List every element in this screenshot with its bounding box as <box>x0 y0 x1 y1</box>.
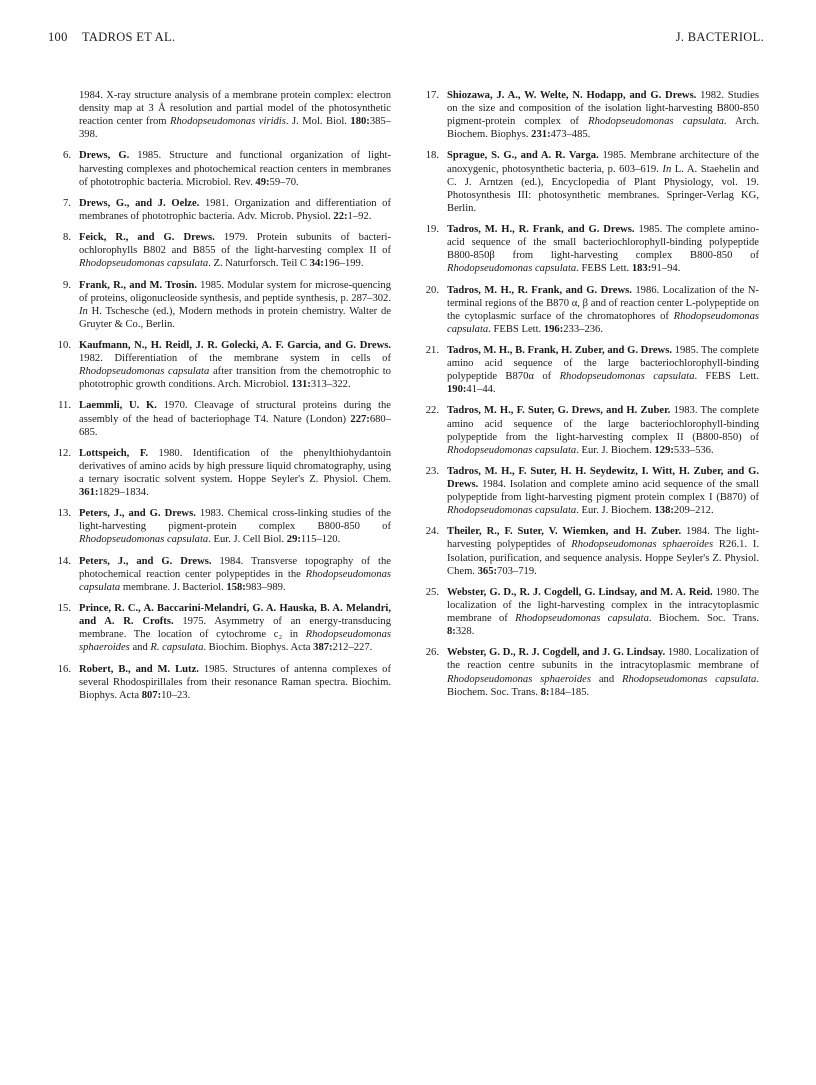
reference-text: 1986. Localization of the N-terminal regions of the B870 α, β and of reaction center L-polypeptide on the cytoplasmic surface of the chromatophores of <box>447 284 760 322</box>
reference-text: 1829–1834. <box>98 487 149 499</box>
reference-volume: 361: <box>79 487 99 499</box>
reference-text: 328. <box>455 626 475 638</box>
reference-text: . Arch. Biochem. Biophys. <box>447 116 759 141</box>
reference-italic-text: Rhodopseudomonas capsulata <box>621 673 757 685</box>
reference-entry <box>53 602 391 654</box>
reference-text: . Z. Naturforsch. Teil C <box>208 258 310 270</box>
reference-authors: Shiozawa, J. A., W. Welte, N. Hodapp, and G. Drews. <box>447 90 697 101</box>
reference-entry <box>53 447 391 499</box>
reference-text: 212–227. <box>332 642 373 654</box>
reference-number: 18. <box>425 150 439 162</box>
reference-authors: Tadros, M. H., F. Suter, H. H. Seydewitz, I. Witt, H. Zuber, and G. Drews. <box>447 465 759 490</box>
reference-authors: Tadros, M. H., B. Frank, H. Zuber, and G. Drews. <box>447 344 672 356</box>
reference-text: 10–23. <box>161 689 191 701</box>
reference-italic-text: Rhodopseudomonas viridis <box>170 116 286 128</box>
reference-entry <box>421 465 759 517</box>
reference-authors: Drews, G., and J. Oelze. <box>79 197 200 209</box>
reference-authors: Robert, B., and M. Lutz. <box>79 663 199 675</box>
reference-text: 1984. Isolation and complete amino acid sequence of the small polypeptide from light-harvesting pigment protein complex I (B870) of <box>447 479 759 504</box>
reference-entry <box>421 646 759 698</box>
page-number: 100 <box>48 30 68 44</box>
reference-entry <box>421 344 759 396</box>
reference-authors: Theiler, R., F. Suter, V. Wiemken, and H. Zuber. <box>447 526 682 538</box>
reference-number: 16. <box>57 663 71 675</box>
reference-text: 184–185. <box>549 686 590 698</box>
reference-text: 59–70. <box>269 176 299 188</box>
reference-text: 1984. The light-harvesting polypeptides of <box>447 526 759 551</box>
reference-text: . Eur. J. Biochem. <box>576 444 655 456</box>
reference-italic-text: Rhodopseudomonas sphaeroides <box>79 629 391 654</box>
reference-text: 1985. Structure and functional organization of light-harvesting complexes and photochemical reaction centers in membranes of phototrophic bacteria. Microbiol. Rev. <box>79 150 392 188</box>
reference-volume: 34: <box>309 258 324 270</box>
reference-italic-text: Rhodopseudomonas capsulata <box>447 263 577 275</box>
reference-text: 1975. Asymmetry of an energy-transducing membrane. The location of cytochrome c₂ in <box>79 616 391 641</box>
reference-entry <box>421 586 759 638</box>
reference-authors: Peters, J., and G. Drews. <box>79 555 212 567</box>
reference-authors: Sprague, S. G., and A. R. Varga. <box>447 150 599 162</box>
reference-text: 233–236. <box>563 323 603 335</box>
reference-text: after transition from the chemotrophic to phototrophic growth conditions. Arch. Microbiol. <box>79 366 391 391</box>
reference-number: 13. <box>57 508 71 520</box>
reference-authors: Prince, R. C., A. Baccarini-Melandri, G. A. Hauska, B. A. Melandri, and A. R. Crofts. <box>79 603 391 628</box>
reference-number: 21. <box>425 344 439 356</box>
reference-text: L. A. Staehelin and C. J. Arntzen (ed.), Encyclopedia of Plant Physiology, vol. 19. Photosynthesis III: photosynthetic membranes. Springer-Verlag KG, Berlin. <box>447 163 759 214</box>
reference-text: . Eur. J. Cell Biol. <box>208 534 287 546</box>
reference-text: 1983. Chemical cross-linking studies of the light-harvesting pigment-protein complex B800-850 of <box>79 508 391 533</box>
reference-volume: 365: <box>477 565 498 577</box>
reference-italic-text: Rhodopseudomonas capsulata <box>515 613 649 625</box>
reference-authors: Kaufmann, N., H. Reidl, J. R. Golecki, A. F. Garcia, and G. Drews. <box>79 339 391 351</box>
reference-text: 1982. Differentiation of the membrane system in cells of <box>79 353 391 365</box>
reference-entry <box>53 555 391 594</box>
reference-number: 15. <box>57 603 71 615</box>
reference-text: 1980. The localization of the light-harvesting complex in the intracytoplasmic membrane of <box>447 586 759 625</box>
reference-authors: Laemmli, U. K. <box>79 400 157 412</box>
reference-text: 680–685. <box>79 413 391 438</box>
reference-entry <box>421 223 759 275</box>
reference-text: 473–485. <box>550 129 591 141</box>
reference-entry <box>53 149 391 188</box>
reference-volume: 22: <box>333 210 348 222</box>
reference-text: 209–212. <box>673 505 714 517</box>
reference-volume: 49: <box>255 176 270 188</box>
reference-text: 1983. The complete amino acid sequence of the large bacteriochlorophyll-binding polypeptide from the light-harvesting complex II (B800-850) of <box>447 405 759 443</box>
reference-text: 385–398. <box>79 116 392 141</box>
reference-text: and <box>590 673 622 685</box>
reference-entry <box>421 525 759 577</box>
reference-number: 26. <box>425 647 439 659</box>
reference-text: 1981. Organization and differentiation of membranes of phototrophic bacteria. Adv. Microb. Physiol. <box>79 197 391 222</box>
reference-italic-text: Rhodopseudomonas capsulata <box>559 371 695 383</box>
reference-volume: 29: <box>286 534 301 546</box>
reference-volume: 387: <box>313 642 333 654</box>
reference-text: H. Tschesche (ed.), Modern methods in protein chemistry. Walter de Gruyter & Co., Berlin. <box>79 305 391 330</box>
reference-text: 41–44. <box>466 384 496 396</box>
reference-volume: 183: <box>631 263 652 275</box>
reference-text: 1–92. <box>347 210 372 222</box>
reference-volume: 8: <box>447 626 456 638</box>
reference-volume: 131: <box>291 379 311 391</box>
reference-authors: Drews, G. <box>79 150 130 162</box>
reference-entry <box>53 279 391 331</box>
reference-italic-text: Rhodopseudomonas capsulata <box>79 534 209 546</box>
reference-volume: 138: <box>654 505 674 517</box>
reference-text: 1970. Cleavage of structural proteins during the assembly of the head of bacteriophage T4. Nature (London) <box>79 400 391 425</box>
reference-number: 7. <box>63 197 71 209</box>
reference-text: . Biochim. Biophys. Acta <box>203 642 314 654</box>
reference-italic-text: Rhodopseudomonas capsulata <box>588 116 724 128</box>
reference-number: 14. <box>57 555 71 567</box>
reference-text: 1982. Studies on the size and composition of the isolation light-harvesting B800-850 pigment-protein complex of <box>447 90 759 128</box>
reference-italic-text: Rhodopseudomonas capsulata <box>447 444 577 456</box>
reference-text: . FEBS Lett. <box>576 263 632 275</box>
reference-volume: 227: <box>350 413 370 425</box>
reference-volume: 158: <box>226 581 246 593</box>
running-head-authors: TADROS ET AL. <box>82 30 176 44</box>
reference-text: 983–989. <box>245 581 286 593</box>
reference-italic-text: Rhodopseudomonas capsulata <box>79 568 391 593</box>
reference-text: . FEBS Lett. <box>694 371 759 383</box>
reference-text: . Biochem. Soc. Trans. <box>447 673 759 698</box>
reference-number: 19. <box>425 224 439 236</box>
running-head-journal: J. BACTERIOL. <box>675 30 764 44</box>
reference-number: 6. <box>63 150 71 162</box>
reference-volume: 180: <box>350 116 370 128</box>
reference-entry <box>421 404 759 456</box>
reference-number: 25. <box>425 586 439 598</box>
reference-authors: Peters, J., and G. Drews. <box>79 508 196 520</box>
reference-italic-text: Rhodopseudomonas capsulata <box>447 505 577 517</box>
reference-text: 313–322. <box>310 379 351 391</box>
reference-italic-text: Rhodopseudomonas sphaeroides <box>571 539 714 551</box>
reference-volume: 807: <box>141 689 162 701</box>
reference-number: 20. <box>425 284 439 296</box>
page-header <box>48 30 764 46</box>
reference-authors: Feick, R., and G. Drews. <box>79 232 215 244</box>
reference-entry <box>421 284 759 336</box>
reference-text: membrane. J. Bacteriol. <box>120 581 227 593</box>
reference-text: 1985. Membrane architecture of the anoxygenic, photosynthetic bacteria, p. 603–619. <box>447 150 759 175</box>
reference-authors: Tadros, M. H., F. Suter, G. Drews, and H. Zuber. <box>447 405 671 417</box>
reference-text: 703–719. <box>497 565 537 577</box>
reference-number: 9. <box>63 279 71 291</box>
reference-text: 1985. The complete amino-acid sequence of the small bacteriochlorophyll-binding polypeptide B800-850β from light-harvesting complex B800-850 of <box>447 224 759 262</box>
reference-number: 8. <box>63 232 71 244</box>
reference-entry <box>53 399 391 438</box>
reference-text: R26.1. I. Isolation, purification, and sequence analysis. Hoppe Seyler's Z. Physiol. Chem. <box>447 539 759 577</box>
reference-number: 23. <box>425 465 439 477</box>
reference-entry <box>53 663 391 702</box>
reference-text: 196–199. <box>323 258 364 270</box>
reference-authors: Frank, R., and M. Trosin. <box>79 279 197 291</box>
reference-entry <box>53 197 391 223</box>
reference-italic-text: In <box>662 163 672 175</box>
reference-text: . FEBS Lett. <box>488 323 544 335</box>
references-right-column <box>421 89 759 707</box>
reference-volume: 190: <box>447 384 467 396</box>
reference-italic-text: Rhodopseudomonas capsulata <box>79 258 209 270</box>
reference-text: 1985. Modular system for microse-quencing of proteins, oligonucleoside synthesis, and peptide synthesis, p. 287–302. <box>79 279 391 304</box>
reference-text: 91–94. <box>651 263 681 275</box>
reference-entry <box>421 89 759 141</box>
reference-entry <box>421 149 759 214</box>
reference-volume: 231: <box>531 129 551 141</box>
reference-number: 22. <box>425 405 439 417</box>
reference-text: . J. Mol. Biol. <box>285 116 351 128</box>
reference-number: 24. <box>425 526 439 538</box>
reference-entry <box>53 507 391 546</box>
reference-italic-text: Rhodopseudomonas sphaeroides <box>447 673 591 685</box>
reference-italic-text: Rhodopseudomonas capsulata <box>79 366 210 378</box>
reference-italic-text: Rhodopseudomonas capsulata <box>447 310 759 335</box>
reference-volume: 129: <box>654 444 674 456</box>
reference-volume: 8: <box>540 686 550 698</box>
reference-entry <box>53 231 391 270</box>
reference-text: 1984. Transverse topography of the photochemical reaction center polypeptides in the <box>79 555 391 580</box>
reference-authors: Webster, G. D., R. J. Cogdell, and J. G. Lindsay. <box>447 647 666 659</box>
reference-authors: Lottspeich, F. <box>79 447 148 459</box>
reference-text: . Biochem. Soc. Trans. <box>648 613 759 625</box>
reference-entry <box>53 339 391 391</box>
reference-number: 10. <box>57 339 71 351</box>
references-left-column <box>53 89 391 710</box>
reference-text: . Eur. J. Biochem. <box>576 505 655 517</box>
reference-italic-text: R. capsulata <box>150 642 204 654</box>
reference-text: 1985. Structures of antenna complexes of several Rhodospirillales from their resonance Raman spectra. Biochim. Biophys. Acta <box>79 663 391 701</box>
reference-text: 115–120. <box>300 534 341 546</box>
reference-number: 12. <box>57 447 71 459</box>
reference-text: 1985. The complete amino acid sequence of the large bacteriochlorophyll-binding polypeptide B870α of <box>447 344 759 383</box>
reference-authors: Tadros, M. H., R. Frank, and G. Drews. <box>447 284 632 296</box>
reference-text: and <box>129 642 151 654</box>
reference-text: 1980. Localization of the reaction centre subunits in the intracytoplasmic membrane of <box>447 647 759 672</box>
reference-authors: Tadros, M. H., R. Frank, and G. Drews. <box>447 224 635 236</box>
reference-text: 1979. Protein subunits of bacteri-ochlorophylls B802 and B855 of the light-harvesting complex II of <box>79 232 392 257</box>
reference-number: 17. <box>425 90 439 101</box>
reference-volume: 196: <box>543 323 564 335</box>
reference-text: 1980. Identification of the phenylthiohydantoin derivatives of amino acids by high pressure liquid chromatography, using a ternary isocratic solvent system. Hoppe Seyler's Z. Physiol. Chem. <box>79 447 391 485</box>
reference-authors: Webster, G. D., R. J. Cogdell, G. Lindsay, and M. A. Reid. <box>447 586 713 598</box>
reference-italic-text: In <box>79 305 88 317</box>
reference-text: 533–536. <box>673 444 714 456</box>
reference-entry-continued <box>53 89 391 141</box>
reference-number: 11. <box>58 400 71 412</box>
reference-text: 1984. X-ray structure analysis of a membrane protein complex: electron density map at 3 Å resolution and partial model of the photosynthetic reaction center from <box>79 90 391 128</box>
